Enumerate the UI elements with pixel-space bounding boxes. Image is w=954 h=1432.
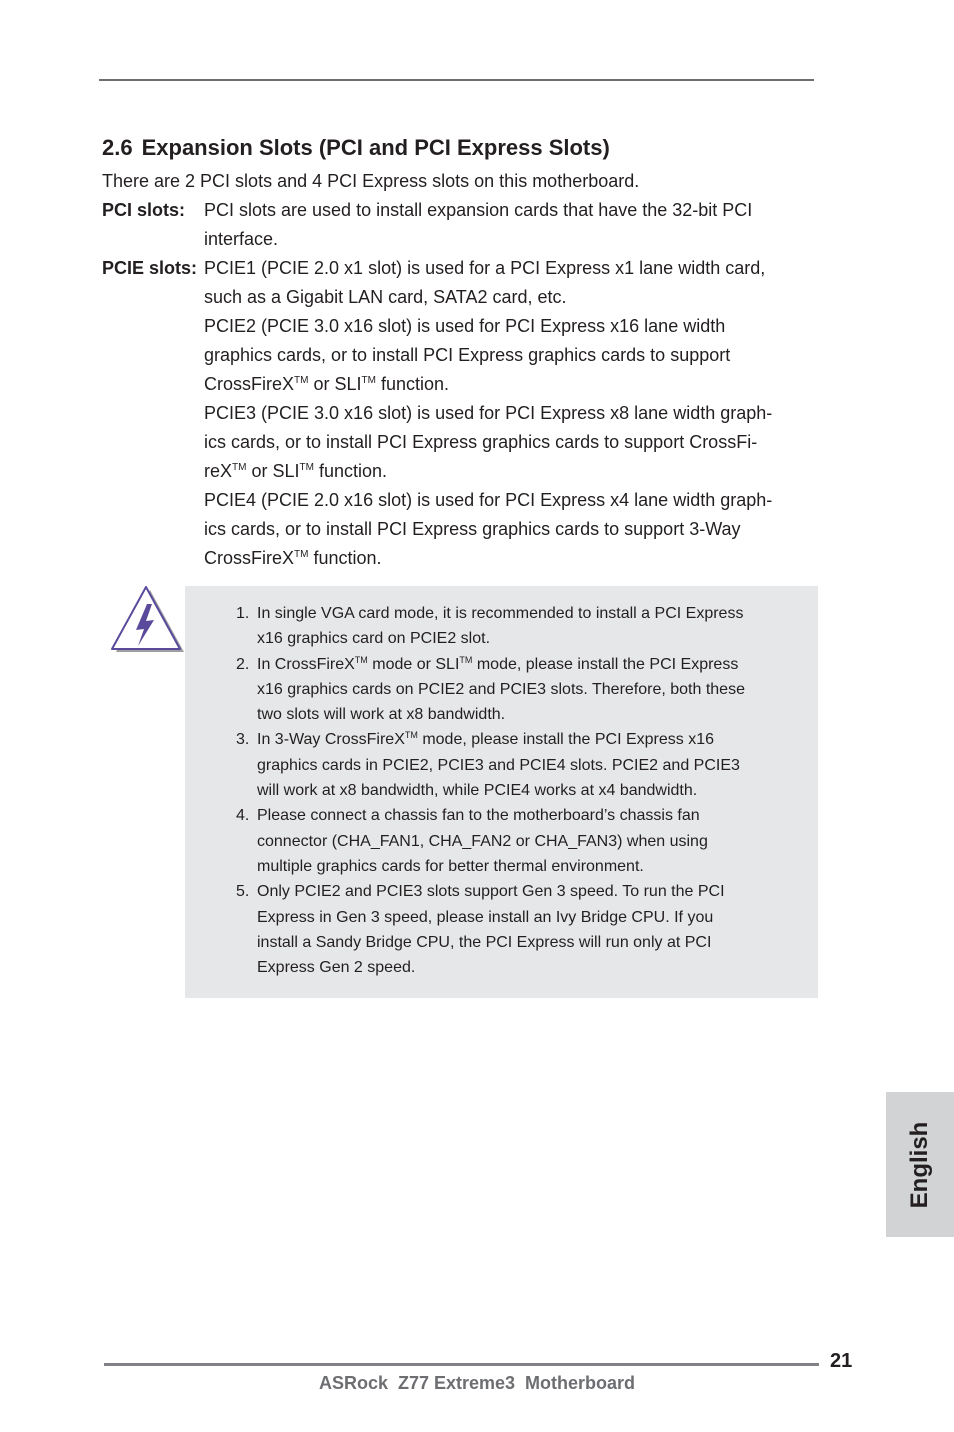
note-line: two slots will work at x8 bandwidth. — [257, 706, 506, 724]
pcie2-line-3 — [204, 370, 772, 399]
language-tab — [886, 1092, 954, 1237]
pci-slots-description — [204, 196, 752, 254]
pci-line-2: interface. — [204, 229, 279, 249]
text-span: function. — [308, 548, 382, 568]
trademark: TM — [459, 654, 473, 665]
note-item — [236, 652, 745, 728]
text-span: or SLI — [308, 374, 362, 394]
text-span: CrossFireX — [204, 548, 295, 568]
trademark: TM — [404, 730, 418, 741]
note-line — [257, 727, 745, 752]
pcie-slots-description — [204, 254, 772, 573]
bottom-rule — [104, 1363, 819, 1366]
notes-list — [236, 601, 745, 980]
warning-lightning-icon — [108, 584, 188, 658]
note-number: 4. — [236, 807, 250, 825]
page-number: 21 — [830, 1350, 853, 1372]
text-span: mode, please install the PCI Express x16 — [417, 731, 715, 749]
note-item — [236, 727, 745, 803]
note-line: In single VGA card mode, it is recommended to install a PCI Express — [257, 605, 744, 622]
note-number: 5. — [236, 883, 250, 901]
note-number: 1. — [236, 605, 250, 622]
trademark: TM — [354, 654, 368, 665]
note-line: graphics cards in PCIE2, PCIE3 and PCIE4 slots. PCIE2 and PCIE3 — [257, 756, 740, 774]
top-rule — [99, 79, 814, 81]
note-line: Express in Gen 3 speed, please install an Ivy Bridge CPU. If you — [257, 908, 714, 926]
trademark: TM — [294, 375, 309, 386]
note-line: Only PCIE2 and PCIE3 slots support Gen 3 speed. To run the PCI — [257, 883, 725, 901]
text-span: In 3-Way CrossFireX — [257, 731, 405, 749]
language-tab-label: English — [906, 1121, 933, 1208]
note-item — [236, 601, 745, 652]
pcie4-line-3 — [204, 544, 772, 573]
section-intro: There are 2 PCI slots and 4 PCI Express slots on this motherboard. — [102, 171, 640, 191]
pcie2-line-1: PCIE2 (PCIE 3.0 x16 slot) is used for PCI Express x16 lane width — [204, 316, 726, 336]
footer-text: ASRock Z77 Extreme3 Motherboard — [318, 1373, 636, 1393]
trademark: TM — [232, 462, 247, 473]
note-number: 3. — [236, 731, 250, 749]
pci-line-1: PCI slots are used to install expansion cards that have the 32-bit PCI — [204, 200, 753, 220]
text-span: function. — [313, 461, 387, 481]
text-span: CrossFireX — [204, 374, 295, 394]
trademark: TM — [361, 375, 376, 386]
note-line — [257, 652, 745, 677]
text-span: In CrossFireX — [257, 655, 355, 673]
note-line: Express Gen 2 speed. — [257, 959, 416, 977]
note-line: multiple graphics cards for better thermal environment. — [257, 857, 644, 875]
pci-slots-term: PCI slots: — [102, 200, 186, 220]
text-span: or SLI — [246, 461, 300, 481]
pcie3-line-3 — [204, 457, 772, 486]
note-item — [236, 803, 745, 879]
note-line: x16 graphics card on PCIE2 slot. — [257, 630, 491, 648]
text-span: mode or SLI — [367, 655, 460, 673]
pcie3-line-2: ics cards, or to install PCI Express graphics cards to support CrossFi- — [204, 432, 758, 452]
pcie3-line-1: PCIE3 (PCIE 3.0 x16 slot) is used for PCI Express x8 lane width graph- — [204, 403, 773, 423]
note-item — [236, 879, 745, 980]
note-number: 2. — [236, 655, 250, 673]
text-span: function. — [375, 374, 449, 394]
pcie1-line-2: such as a Gigabit LAN card, SATA2 card, etc. — [204, 287, 567, 307]
pcie1-line-1: PCIE1 (PCIE 2.0 x1 slot) is used for a PCI Express x1 lane width card, — [204, 258, 766, 278]
pcie4-line-2: ics cards, or to install PCI Express graphics cards to support 3-Way — [204, 519, 741, 539]
note-line: install a Sandy Bridge CPU, the PCI Express will run only at PCI — [257, 933, 712, 951]
pcie4-line-1: PCIE4 (PCIE 2.0 x16 slot) is used for PCI Express x4 lane width graph- — [204, 490, 773, 510]
section-title: Expansion Slots (PCI and PCI Express Slots) — [141, 135, 610, 160]
trademark: TM — [299, 462, 314, 473]
note-line: will work at x8 bandwidth, while PCIE4 works at x4 bandwidth. — [257, 782, 698, 800]
note-line: connector (CHA_FAN1, CHA_FAN2 or CHA_FAN3) when using — [257, 832, 708, 850]
pcie-slots-term: PCIE slots: — [102, 258, 198, 278]
trademark: TM — [294, 549, 309, 560]
pcie2-line-2: graphics cards, or to install PCI Express graphics cards to support — [204, 345, 731, 365]
text-span: mode, please install the PCI Express — [472, 655, 739, 673]
note-line: Please connect a chassis fan to the motherboard’s chassis fan — [257, 807, 700, 825]
text-span: reX — [204, 461, 233, 481]
note-line: x16 graphics cards on PCIE2 and PCIE3 slots. Therefore, both these — [257, 680, 745, 698]
section-number: 2.6 — [102, 135, 133, 160]
section-heading — [102, 133, 610, 163]
